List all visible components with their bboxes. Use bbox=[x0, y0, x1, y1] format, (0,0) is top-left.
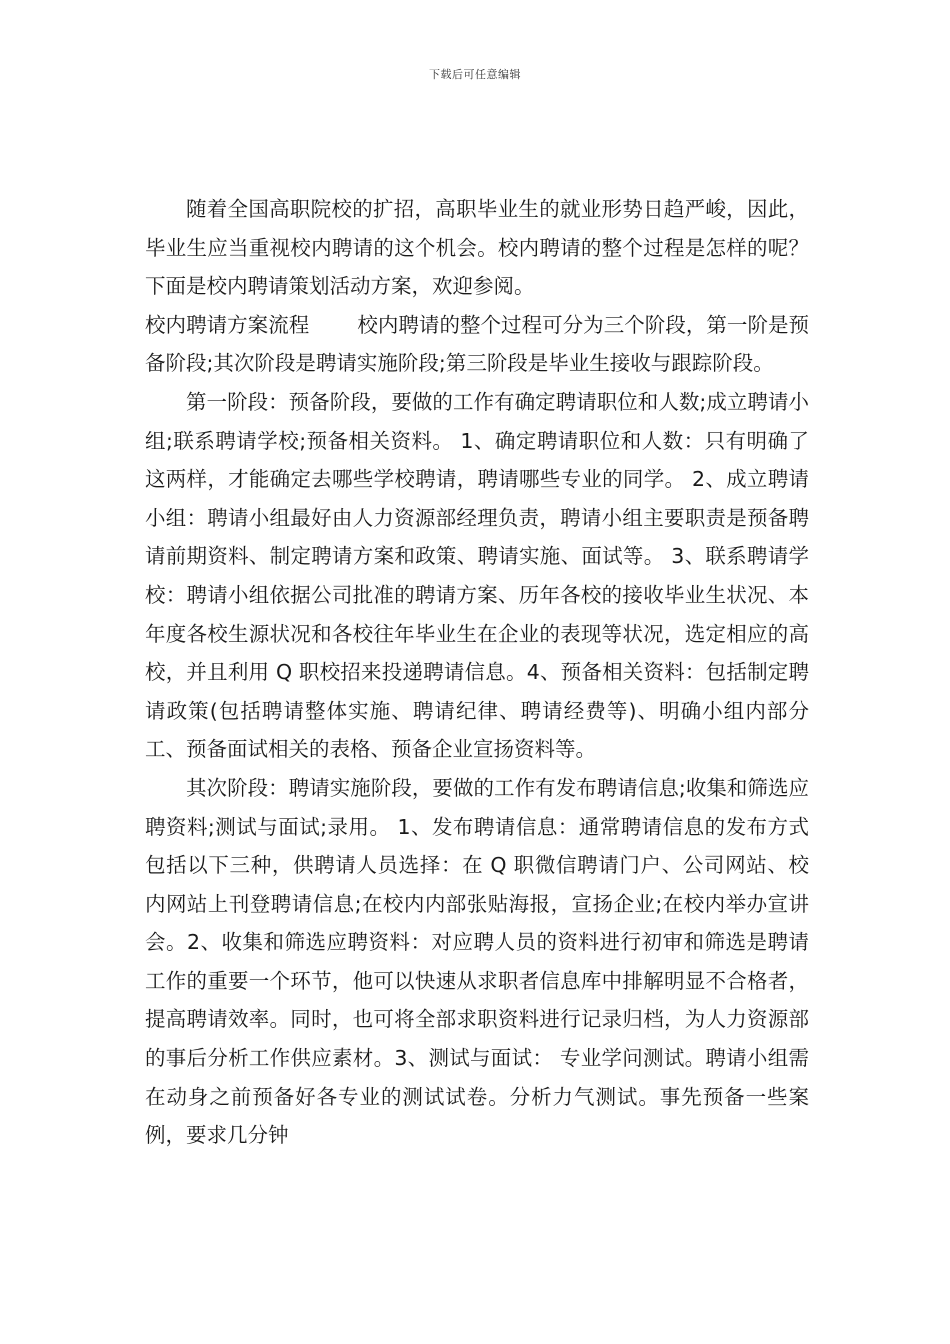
intro-paragraph: 随着全国高职院校的扩招，高职毕业生的就业形势日趋严峻，因此，毕业生应当重视校内聘请的这个机会。校内聘请的整个过程是怎样的呢？下面是校内聘请策划活动方案，欢迎参阅。 bbox=[145, 197, 809, 299]
page-header-note: 下载后可任意编辑 bbox=[429, 68, 521, 81]
stage-two-paragraph: 其次阶段：聘请实施阶段，要做的工作有发布聘请信息;收集和筛选应聘资料;测试与面试;录用。 1、发布聘请信息：通常聘请信息的发布方式包括以下三种，供聘请人员选择：在 Q 职微信聘请门户、公司网站、校内网站上刊登聘请信息;在校内内部张贴海报，宣扬企业;在校内举办宣讲会。2、收集和筛选应聘资料：对应聘人员的资料进行初审和筛选是聘请工作的重要一个环节，他可以快速从求职者信息库中排解明显不合格者，提高聘请效率。同时，也可将全部求职资料进行记录归档，为人力资源部的事后分析工作供应素材。3、测试与面试： 专业学问测试。聘请小组需在动身之前预备好各专业的测试试卷。分析力气测试。事先预备一些案例，要求几分钟 bbox=[145, 775, 809, 1148]
section-paragraph bbox=[145, 306, 809, 383]
section-title: 校内聘请方案流程 bbox=[145, 312, 310, 337]
stage-one-paragraph: 第一阶段：预备阶段，要做的工作有确定聘请职位和人数;成立聘请小组;联系聘请学校;预备相关资料。 1、确定聘请职位和人数：只有明确了这两样，才能确定去哪些学校聘请，聘请哪些专业的同学。 2、成立聘请小组：聘请小组最好由人力资源部经理负责，聘请小组主要职责是预备聘请前期资料、制定聘请方案和政策、聘请实施、面试等。 3、联系聘请学校：聘请小组依据公司批准的聘请方案、历年各校的接收毕业生状况、本年度各校生源状况和各校往年毕业生在企业的表现等状况，选定相应的高校，并且利用 Q 职校招来投递聘请信息。4、预备相关资料：包括制定聘请政策(包括聘请整体实施、聘请纪律、聘请经费等)、明确小组内部分工、预备面试相关的表格、预备企业宣扬资料等。 bbox=[145, 389, 809, 762]
section-intro: 校内聘请的整个过程可分为三个阶段，第一阶是预备阶段;其次阶段是聘请实施阶段;第三阶段是毕业生接收与跟踪阶段。 bbox=[145, 312, 810, 376]
document-body bbox=[145, 190, 809, 1155]
